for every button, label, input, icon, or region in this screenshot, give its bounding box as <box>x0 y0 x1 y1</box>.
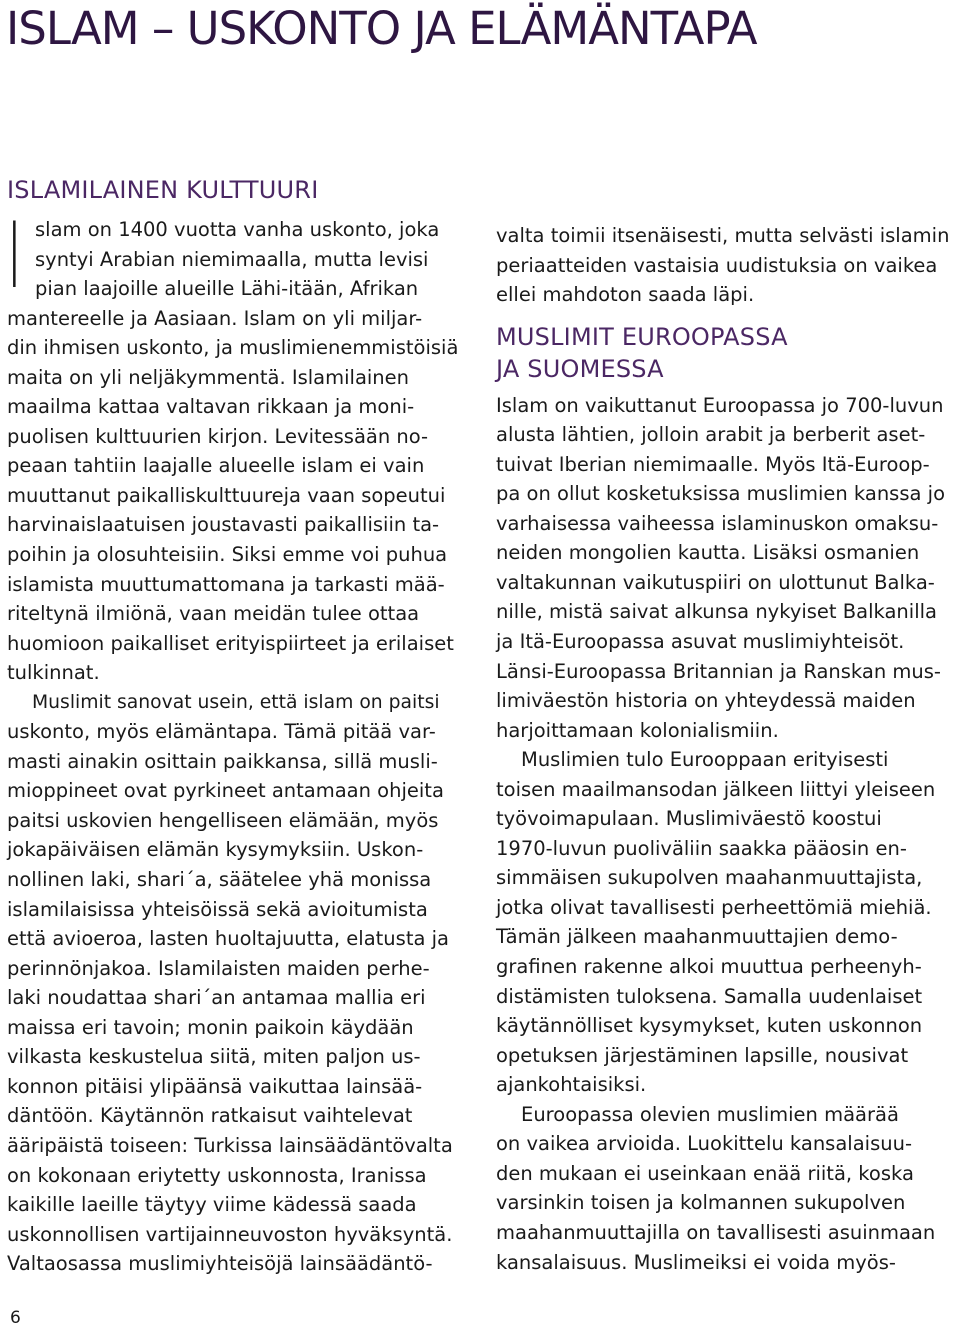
body-text-line: harjoittamaan kolonialismiin. <box>496 718 779 742</box>
body-text-line: perinnönjakoa. Islamilaisten maiden perhe- <box>7 956 430 980</box>
body-text-line: Tämän jälkeen maahanmuuttajien demo- <box>496 925 898 949</box>
body-text-line: puolisen kulttuurien kirjon. Levitessään no- <box>7 424 429 448</box>
body-text-line: alusta lähtien, jolloin arabit ja berberit aset- <box>496 423 926 447</box>
body-text-line: vilkasta keskustelua siitä, miten paljon us- <box>7 1045 421 1069</box>
body-text-line: on vaikea arvioida. Luokittelu kansalaisuu- <box>496 1132 912 1156</box>
body-text-line: että avioeroa, lasten huoltajuutta, elatusta ja <box>7 927 449 951</box>
body-text-line: valtakunnan vaikutuspiiri on ulottunut Balka- <box>496 570 935 594</box>
body-text-line: paitsi uskovien hengelliseen elämään, myös <box>7 808 439 832</box>
dropcap-letter: I <box>7 204 22 309</box>
body-text-line: maailma kattaa valtavan rikkaan ja moni- <box>7 395 415 419</box>
body-text-line: riteltynä ilmiönä, vaan meidän tulee ottaa <box>7 602 420 626</box>
body-text-line: syntyi Arabian niemimaalla, mutta levisi <box>35 247 429 271</box>
body-text-line: konnon pitäisi ylipäänsä vaikuttaa lainsää- <box>7 1074 423 1098</box>
body-text-line: ja Itä-Euroopassa asuvat muslimiyhteisöt. <box>496 630 905 654</box>
body-text-line: ajankohtaisiksi. <box>496 1073 647 1097</box>
body-text-line: ellei mahdoton saada läpi. <box>496 283 755 307</box>
body-text-line: toisen maailmansodan jälkeen liittyi yleiseen <box>496 777 936 801</box>
body-text-line: kansalaisuus. Muslimeiksi ei voida myös- <box>496 1250 896 1274</box>
body-text-line: slam on 1400 vuotta vanha uskonto, joka <box>35 218 440 241</box>
dropcap-paragraph <box>7 204 467 1279</box>
section-heading-muslims-europe-line2: JA SUOMESSA <box>496 354 664 383</box>
body-text-line: poihin ja olosuhteisiin. Siksi emme voi puhua <box>7 543 448 567</box>
body-text-line: distämisten tuloksena. Samalla uudenlaiset <box>496 984 923 1008</box>
body-text-line: maita on yli neljäkymmentä. Islamilainen <box>7 365 410 389</box>
body-text-line: maahanmuuttajilla on tavallisesti asuinmaan <box>496 1220 936 1244</box>
body-text-line: uskonnollisen vartijainneuvoston hyväksyntä. <box>7 1222 453 1246</box>
body-text-line: Euroopassa olevien muslimien määrää <box>521 1102 899 1126</box>
body-text-line: laki noudattaa shari´an antamaa mallia eri <box>7 986 426 1010</box>
body-text-line: varhaisessa vaiheessa islaminuskon omaksu- <box>496 511 939 535</box>
body-text-line: 1970-luvun puoliväliin saakka pääosin en- <box>496 836 907 860</box>
body-text-line: opetuksen järjestäminen lapsille, nousivat <box>496 1043 909 1067</box>
body-text-line: nollinen laki, shari´a, säätelee yhä monissa <box>7 868 432 892</box>
body-text-line: peaan tahtiin laajalle alueelle islam ei vain <box>7 454 425 478</box>
body-text-line: muuttanut paikalliskulttuureja vaan sopeutui <box>7 483 446 507</box>
body-text-line: neiden mongolien kautta. Lisäksi osmanien <box>496 541 920 565</box>
body-text-line: huomioon paikalliset erityispiirteet ja erilaiset <box>7 631 454 655</box>
body-text-line: Muslimit sanovat usein, että islam on paitsi <box>32 691 440 713</box>
body-text-line: Islam on vaikuttanut Euroopassa jo 700-luvun <box>496 393 944 417</box>
body-text-line: din ihmisen uskonto, ja muslimienemmistöisiä <box>7 336 459 360</box>
body-text-line: mioppineet ovat pyrkineet antamaan ohjeita <box>7 779 444 803</box>
left-column <box>7 174 467 1279</box>
body-text-line: periaatteiden vastaisia uudistuksia on vaikea <box>496 253 938 277</box>
body-text-line: islamista muuttumattomana ja tarkasti mää- <box>7 572 445 596</box>
body-text-line: limiväestön historia on yhteydessä maiden <box>496 689 916 713</box>
body-text-line: tuivat Iberian niemimaalle. Myös Itä-Euroop- <box>496 452 930 476</box>
body-text-line: uskonto, myös elämäntapa. Tämä pitää var- <box>7 720 436 744</box>
body-text-line: jokapäiväisen elämän kysymyksiin. Uskon- <box>7 838 424 862</box>
body-text-line: pa on ollut kosketuksissa muslimien kanssa jo <box>496 482 945 506</box>
body-text-line: valta toimii itsenäisesti, mutta selvästi islamin <box>496 224 950 247</box>
body-text-line: harvinaislaatuisen joustavasti paikallisiin ta- <box>7 513 440 537</box>
body-text-line: kaikille laeille täytyy viime kädessä saada <box>7 1193 417 1217</box>
body-text-line: varsinkin toisen ja kolmannen sukupolven <box>496 1191 906 1215</box>
body-text-line: Muslimien tulo Eurooppaan erityisesti <box>521 748 889 772</box>
right-column <box>496 221 956 1277</box>
page-title: ISLAM – USKONTO JA ELÄMÄNTAPA <box>6 2 757 55</box>
body-text-line: maissa eri tavoin; monin paikoin käydään <box>7 1015 414 1039</box>
section-heading-islamic-culture: ISLAMILAINEN KULTTUURI <box>7 176 319 204</box>
body-text-line: ääripäistä toiseen: Turkissa lainsäädäntövalta <box>7 1133 453 1157</box>
body-text-line: den mukaan ei useinkaan enää riitä, koska <box>496 1161 914 1185</box>
body-text-line: masti ainakin osittain paikkansa, sillä musli- <box>7 749 438 773</box>
body-text-line: Länsi-Euroopassa Britannian ja Ranskan mus- <box>496 659 941 683</box>
body-text-line: on kokonaan eriytetty uskonnosta, Iranissa <box>7 1163 427 1187</box>
body-text-line: tulkinnat. <box>7 661 100 685</box>
body-text-line: islamilaisissa yhteisöissä sekä avioitumista <box>7 897 428 921</box>
body-text-line: nille, mistä saivat alkunsa nykyiset Balkanilla <box>496 600 937 624</box>
body-text-line: työvoimapulaan. Muslimiväestö koostui <box>496 807 882 831</box>
section-heading-muslims-europe-line1: MUSLIMIT EUROOPASSA <box>496 322 788 351</box>
body-text-line: grafinen rakenne alkoi muuttua perheenyh- <box>496 955 922 979</box>
body-text-line: pian laajoille alueille Lähi-itään, Afrikan <box>35 277 419 301</box>
body-text-line: mantereelle ja Aasiaan. Islam on yli miljar- <box>7 306 423 330</box>
body-text-line: käytännölliset kysymykset, kuten uskonnon <box>496 1014 923 1038</box>
body-text-line: däntöön. Käytännön ratkaisut vaihtelevat <box>7 1104 413 1128</box>
body-text-line: Valtaosassa muslimiyhteisöjä lainsäädäntö- <box>7 1252 433 1276</box>
body-text-line: simmäisen sukupolven maahanmuuttajista, <box>496 866 923 890</box>
page-number: 6 <box>10 1308 21 1328</box>
body-text-line: jotka olivat tavallisesti perheettömiä miehiä. <box>496 895 932 919</box>
